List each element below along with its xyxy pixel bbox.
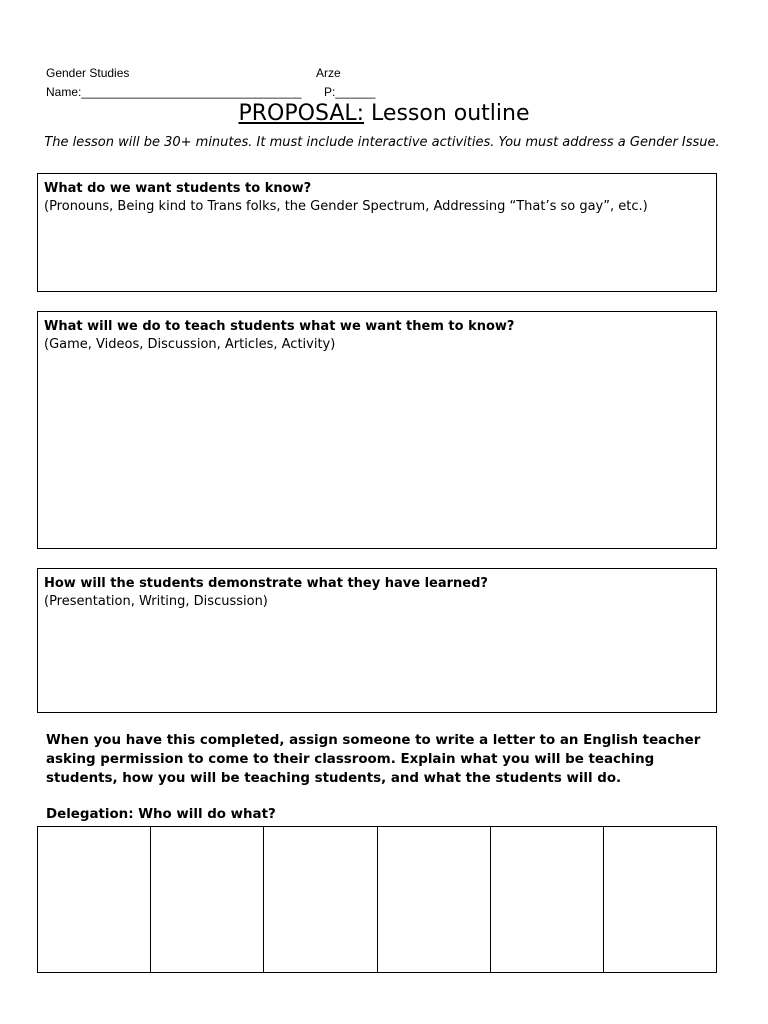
delegation-cell[interactable] xyxy=(603,827,716,972)
delegation-label: Delegation: Who will do what? xyxy=(46,807,276,822)
section-hint: (Presentation, Writing, Discussion) xyxy=(44,594,268,609)
delegation-cell[interactable] xyxy=(263,827,376,972)
section-hint: (Pronouns, Being kind to Trans folks, the Gender Spectrum, Addressing “That’s so gay”, etc.) xyxy=(44,199,648,214)
section-demonstrate-box[interactable] xyxy=(37,568,717,713)
delegation-cell[interactable] xyxy=(490,827,603,972)
letter-instructions: When you have this completed, assign someone to write a letter to an English teacher asking permission to come to their classroom. Explain what you will be teaching students, how you will be teaching students, and what the students will do. xyxy=(46,733,701,786)
delegation-table xyxy=(37,826,717,973)
delegation-cell[interactable] xyxy=(377,827,490,972)
course-name: Gender Studies xyxy=(46,66,130,80)
section-know-box[interactable] xyxy=(37,173,717,292)
student-name-field[interactable]: Name:_________________________________ xyxy=(46,85,302,99)
teacher-name: Arze xyxy=(316,66,341,80)
intro-text: The lesson will be 30+ minutes. It must include interactive activities. You must address a Gender Issue. xyxy=(44,135,720,150)
period-field[interactable]: P:______ xyxy=(324,85,376,99)
section-hint: (Game, Videos, Discussion, Articles, Activity) xyxy=(44,337,336,352)
title-rest: Lesson outline xyxy=(364,101,530,126)
section-question: How will the students demonstrate what they have learned? xyxy=(44,576,488,591)
delegation-cell[interactable] xyxy=(38,827,150,972)
page-title xyxy=(0,99,768,129)
section-question: What do we want students to know? xyxy=(44,181,312,196)
section-teach-box[interactable] xyxy=(37,311,717,549)
delegation-cell[interactable] xyxy=(150,827,263,972)
section-question: What will we do to teach students what we want them to know? xyxy=(44,319,515,334)
title-prefix: PROPOSAL: xyxy=(238,101,365,126)
